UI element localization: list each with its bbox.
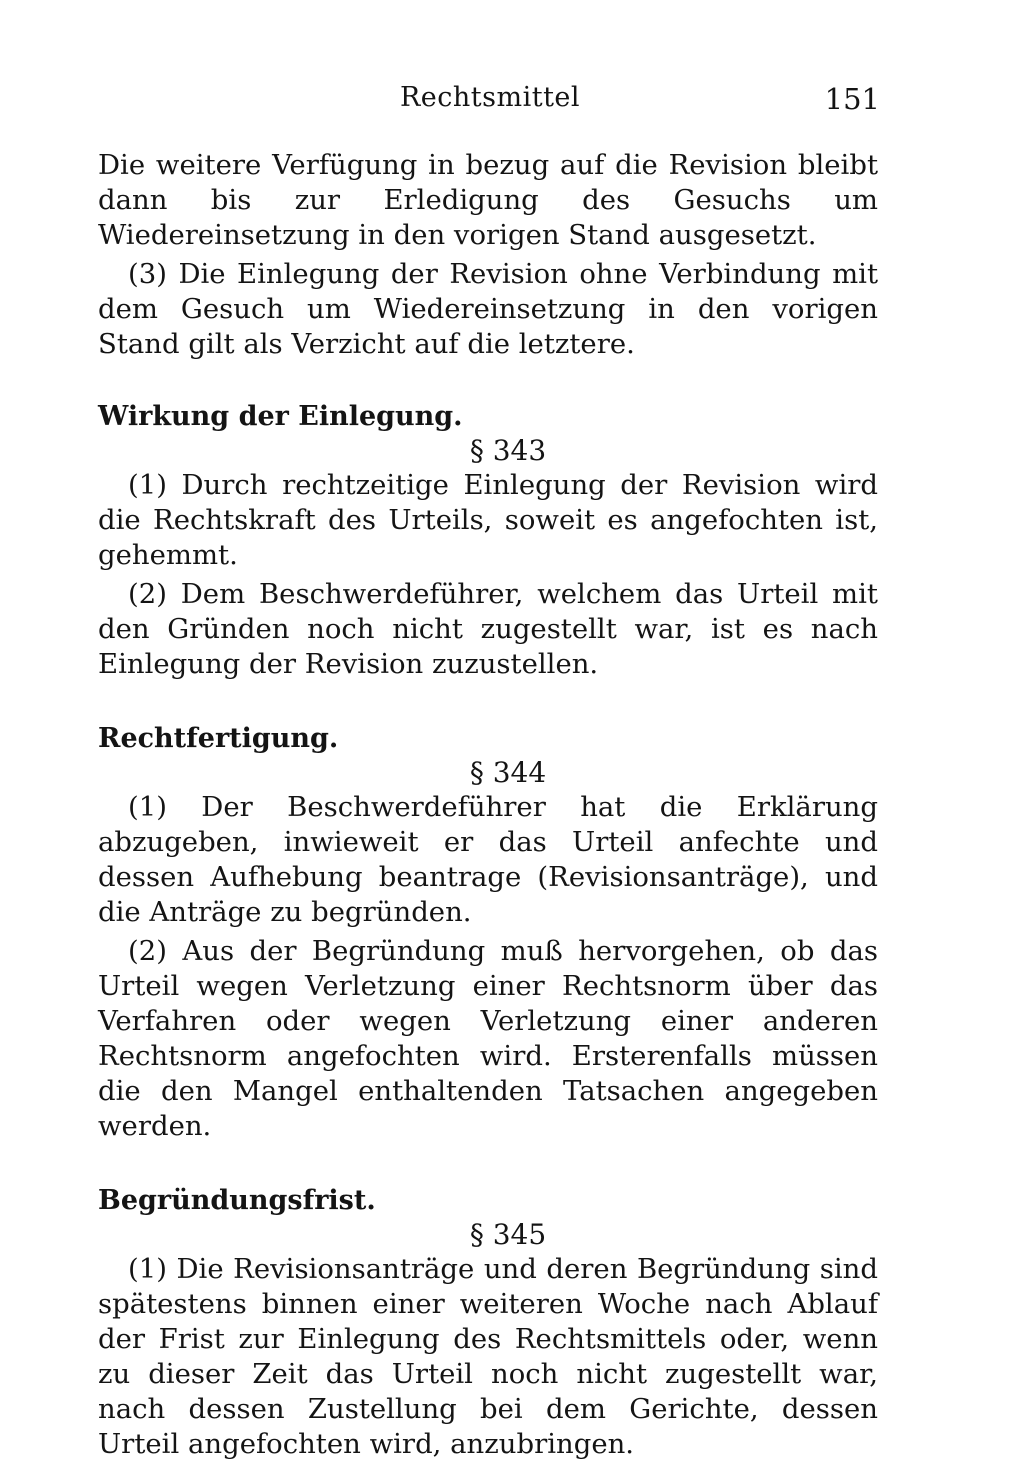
paragraph-number: § 344 — [469, 756, 547, 789]
subsection-1: (1) Die Revisionsanträge und deren Begründung sind spätestens binnen einer weiteren Woche nach Ablauf der Frist zur Einlegung des Rechtsmittels oder, wenn zu dieser Zeit das Urteil noch nicht zugestellt war, nach dessen Zustellung bei dem Gerichte, dessen Urteil angefochten wird, anzubringen. — [98, 1253, 878, 1460]
section-345 — [98, 1184, 878, 1462]
continuation-paragraph: Die weitere Verfügung in bezug auf die Revision bleibt dann bis zur Erledigung des Gesuchs um Wiedereinsetzung in den vorigen Stand ausgesetzt. — [98, 149, 878, 251]
section-343 — [98, 400, 878, 682]
paragraph-3: (3) Die Einlegung der Revision ohne Verbindung mit dem Gesuch um Wiedereinsetzung in den vorigen Stand gilt als Verzicht auf die letztere. — [98, 258, 878, 360]
body-text — [98, 148, 878, 1462]
section-gap — [98, 1144, 878, 1184]
section-heading: Rechtfertigung. — [98, 723, 339, 754]
page-number: 151 — [824, 82, 880, 116]
subsection-1: (1) Der Beschwerdeführer hat die Erklärung abzugeben, inwieweit er das Urteil anfechte und dessen Aufhebung beantrage (Revisionsanträge), und die Anträge zu begründen. — [98, 791, 878, 928]
section-heading: Begründungsfrist. — [98, 1185, 376, 1216]
paragraph-number: § 343 — [469, 434, 547, 467]
subsection-1: (1) Durch rechtzeitige Einlegung der Revision wird die Rechtskraft des Urteils, soweit es angefochten ist, gehemmt. — [98, 469, 878, 571]
paragraph-number: § 345 — [469, 1218, 547, 1251]
subsection-2: (2) Dem Beschwerdeführer, welchem das Urteil mit den Gründen noch nicht zugestellt war, ist es nach Einlegung der Revision zuzustellen. — [98, 578, 878, 680]
section-heading: Wirkung der Einlegung. — [98, 401, 463, 432]
section-gap — [98, 362, 878, 400]
subsection-2: (2) Aus der Begründung muß hervorgehen, ob das Urteil wegen Verletzung einer Rechtsnorm über das Verfahren oder wegen Verletzung einer anderen Rechtsnorm angefochten wird. Ersterenfalls müssen die den Mangel enthaltenden Tatsachen angegeben werden. — [98, 935, 878, 1142]
section-gap — [98, 682, 878, 722]
running-head — [100, 82, 880, 126]
section-344 — [98, 722, 878, 1144]
running-title: Rechtsmittel — [399, 82, 581, 113]
